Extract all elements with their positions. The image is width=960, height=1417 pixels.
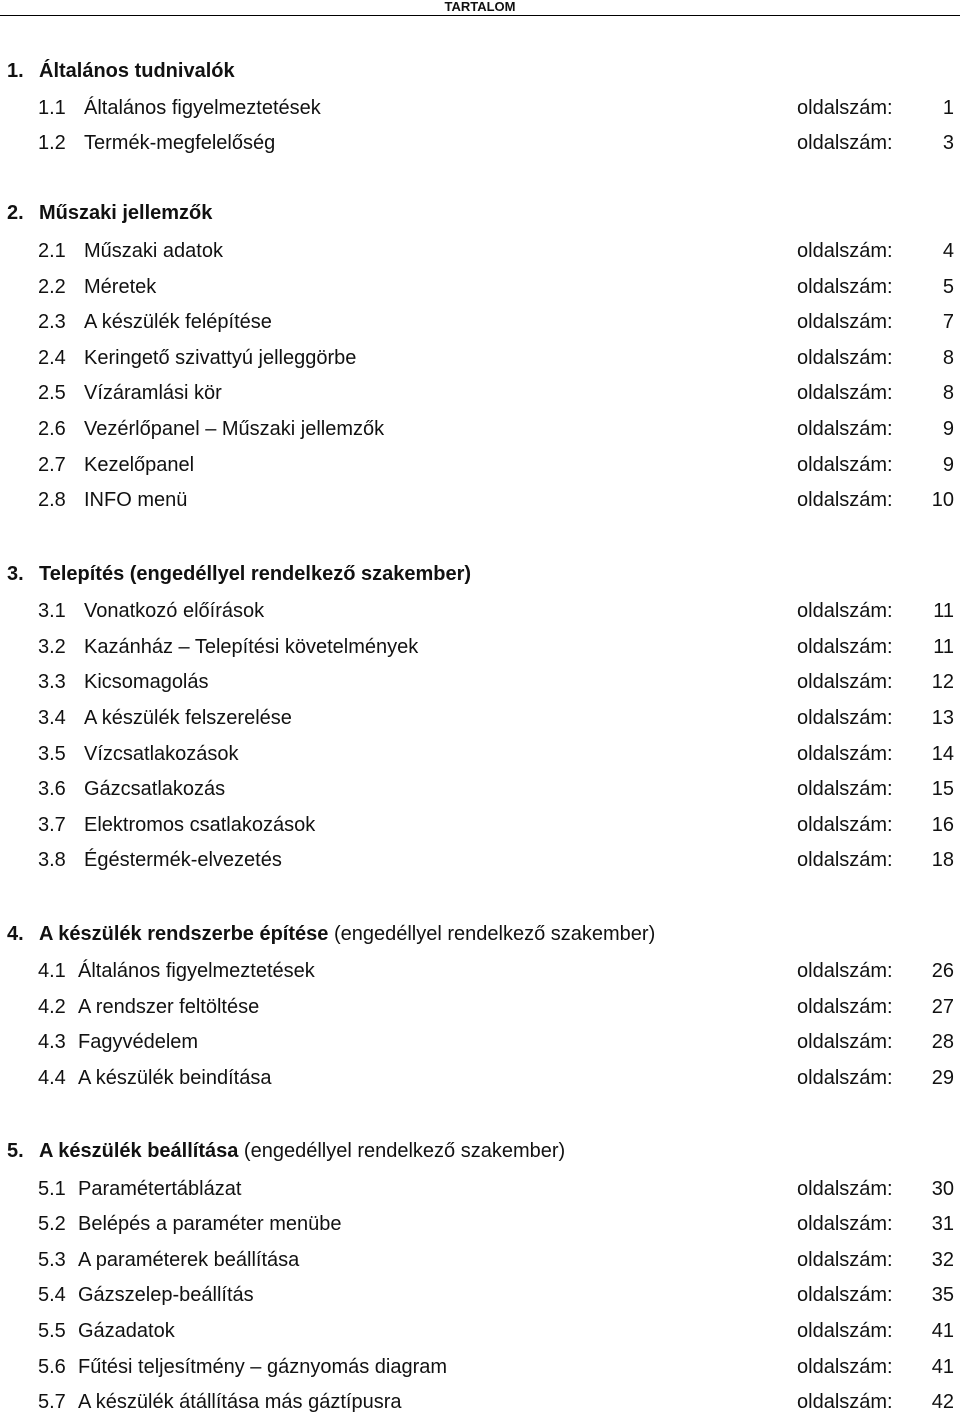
toc-entry[interactable] (0, 272, 960, 302)
entry-number: 3.5 (38, 743, 66, 765)
entry-number: 4.2 (38, 996, 66, 1018)
entry-title: Vezérlőpanel – Műszaki jellemzők (84, 418, 385, 440)
section-title-bold: A készülék rendszerbe építése (39, 923, 329, 945)
toc-section-heading (0, 198, 960, 228)
toc-entry[interactable] (0, 1027, 960, 1057)
toc-entry[interactable] (0, 992, 960, 1022)
page-label: oldalszám: (797, 132, 893, 154)
toc-entry[interactable] (0, 739, 960, 769)
entry-number: 2.2 (38, 276, 66, 298)
entry-number: 4.4 (38, 1067, 66, 1089)
page-label: oldalszám: (797, 240, 893, 262)
page-label: oldalszám: (797, 707, 893, 729)
page-label: oldalszám: (797, 1067, 893, 1089)
page-number: 28 (931, 1031, 954, 1053)
toc-entry[interactable] (0, 1063, 960, 1093)
toc-entry[interactable] (0, 414, 960, 444)
entry-title: A készülék felszerelése (84, 707, 292, 729)
toc-entry[interactable] (0, 485, 960, 515)
entry-title: Műszaki adatok (84, 240, 223, 262)
section-title (39, 919, 655, 949)
toc-entry[interactable] (0, 667, 960, 697)
toc-entry[interactable] (0, 596, 960, 626)
page-number: 42 (931, 1391, 954, 1413)
section-number: 4. (7, 923, 24, 945)
entry-number: 3.7 (38, 814, 66, 836)
entry-title: Keringető szivattyú jelleggörbe (84, 347, 357, 369)
toc-entry[interactable] (0, 93, 960, 123)
toc-entry[interactable] (0, 956, 960, 986)
toc-entry[interactable] (0, 1209, 960, 1239)
page-number: 11 (933, 600, 954, 622)
entry-number: 5.1 (38, 1178, 66, 1200)
page-label: oldalszám: (797, 1249, 893, 1271)
entry-title: Vízáramlási kör (84, 382, 222, 404)
entry-title: Fagyvédelem (78, 1031, 199, 1053)
section-title (39, 1136, 565, 1166)
page-number: 32 (931, 1249, 954, 1271)
page-number: 18 (931, 849, 954, 871)
toc-entry[interactable] (0, 703, 960, 733)
section-title-bold: A készülék beállítása (39, 1140, 239, 1162)
page-label: oldalszám: (797, 311, 893, 333)
page-number: 12 (931, 671, 954, 693)
toc-entry[interactable] (0, 1174, 960, 1204)
page-number: 16 (931, 814, 954, 836)
section-number: 3. (7, 563, 24, 585)
toc-section-heading (0, 919, 960, 949)
page-label: oldalszám: (797, 1213, 893, 1235)
page-number: 26 (931, 960, 954, 982)
entry-title: Belépés a paraméter menübe (78, 1213, 342, 1235)
entry-number: 4.1 (38, 960, 66, 982)
page-number: 10 (931, 489, 954, 511)
entry-title: Gázcsatlakozás (84, 778, 226, 800)
entry-number: 2.1 (38, 240, 66, 262)
toc-entry[interactable] (0, 236, 960, 266)
entry-number: 5.2 (38, 1213, 66, 1235)
page-number: 35 (931, 1284, 954, 1306)
page-label: oldalszám: (797, 276, 893, 298)
toc-entry[interactable] (0, 1352, 960, 1382)
section-title (39, 198, 212, 228)
entry-title: Általános figyelmeztetések (84, 97, 321, 119)
section-title (39, 559, 471, 589)
section-title-bold: Általános tudnivalók (39, 60, 235, 82)
page-label: oldalszám: (797, 1356, 893, 1378)
page-label: oldalszám: (797, 1320, 893, 1342)
page-number: 4 (942, 240, 954, 262)
page-number: 9 (942, 418, 954, 440)
section-title-rest: (engedéllyel rendelkező szakember) (238, 1140, 566, 1162)
page-number: 15 (931, 778, 954, 800)
section-title (39, 56, 235, 86)
page-number: 9 (942, 454, 954, 476)
entry-number: 5.4 (38, 1284, 66, 1306)
toc-entry[interactable] (0, 307, 960, 337)
entry-number: 2.4 (38, 347, 66, 369)
entry-title: Termék-megfelelőség (84, 132, 276, 154)
toc-entry[interactable] (0, 1280, 960, 1310)
page-number: 30 (931, 1178, 954, 1200)
page-number: 11 (933, 636, 954, 658)
entry-number: 5.6 (38, 1356, 66, 1378)
page-number: 41 (931, 1320, 954, 1342)
entry-title: Kazánház – Telepítési követelmények (84, 636, 419, 658)
page-label: oldalszám: (797, 1031, 893, 1053)
page-label: oldalszám: (797, 454, 893, 476)
toc-entry[interactable] (0, 1387, 960, 1417)
entry-number: 5.7 (38, 1391, 66, 1413)
page-number: 29 (931, 1067, 954, 1089)
page-number: 27 (931, 996, 954, 1018)
entry-title: Méretek (84, 276, 157, 298)
entry-title: Elektromos csatlakozások (84, 814, 316, 836)
entry-number: 2.8 (38, 489, 66, 511)
page-label: oldalszám: (797, 743, 893, 765)
toc-entry[interactable] (0, 450, 960, 480)
toc-entry[interactable] (0, 774, 960, 804)
toc-entry[interactable] (0, 845, 960, 875)
entry-title: Gázadatok (78, 1320, 175, 1342)
toc-entry[interactable] (0, 343, 960, 373)
entry-number: 2.7 (38, 454, 66, 476)
page-label: oldalszám: (797, 382, 893, 404)
page-label: oldalszám: (797, 418, 893, 440)
page-label: oldalszám: (797, 814, 893, 836)
page-label: oldalszám: (797, 489, 893, 511)
page-number: 31 (931, 1213, 954, 1235)
entry-title: Kicsomagolás (84, 671, 209, 693)
page-label: oldalszám: (797, 600, 893, 622)
section-title-rest: (engedéllyel rendelkező szakember) (328, 923, 656, 945)
page-label: oldalszám: (797, 97, 893, 119)
page-label: oldalszám: (797, 996, 893, 1018)
page-number: 8 (942, 347, 954, 369)
entry-title: Vízcsatlakozások (84, 743, 239, 765)
entry-title: Általános figyelmeztetések (78, 960, 315, 982)
toc-section-heading (0, 56, 960, 86)
section-number: 1. (7, 60, 24, 82)
entry-number: 3.4 (38, 707, 66, 729)
entry-number: 3.1 (38, 600, 66, 622)
page-label: oldalszám: (797, 1391, 893, 1413)
entry-title: Fűtési teljesítmény – gáznyomás diagram (78, 1356, 448, 1378)
page-label: oldalszám: (797, 636, 893, 658)
page-label: oldalszám: (797, 1178, 893, 1200)
entry-title: A rendszer feltöltése (78, 996, 260, 1018)
entry-title: Kezelőpanel (84, 454, 195, 476)
entry-number: 3.8 (38, 849, 66, 871)
entry-title: A készülék beindítása (78, 1067, 272, 1089)
page-label: oldalszám: (797, 671, 893, 693)
page-number: 3 (942, 132, 954, 154)
entry-number: 1.1 (38, 97, 66, 119)
toc-entry[interactable] (0, 378, 960, 408)
entry-title: A paraméterek beállítása (78, 1249, 300, 1271)
entry-title: Gázszelep-beállítás (78, 1284, 254, 1306)
toc-entry[interactable] (0, 1316, 960, 1346)
page-number: 13 (931, 707, 954, 729)
entry-title: INFO menü (84, 489, 188, 511)
page-number: 1 (942, 97, 954, 119)
entry-number: 1.2 (38, 132, 66, 154)
entry-number: 5.3 (38, 1249, 66, 1271)
entry-number: 4.3 (38, 1031, 66, 1053)
entry-number: 2.3 (38, 311, 66, 333)
section-number: 2. (7, 202, 24, 224)
entry-title: Vonatkozó előírások (84, 600, 265, 622)
page-number: 14 (931, 743, 954, 765)
toc-entry[interactable] (0, 632, 960, 662)
page-label: oldalszám: (797, 960, 893, 982)
page-number: 41 (931, 1356, 954, 1378)
toc-entry[interactable] (0, 810, 960, 840)
entry-title: A készülék felépítése (84, 311, 272, 333)
entry-number: 3.6 (38, 778, 66, 800)
entry-number: 2.5 (38, 382, 66, 404)
page-header-title: TARTALOM (444, 0, 516, 14)
toc-section-heading (0, 1136, 960, 1166)
page-number: 7 (942, 311, 954, 333)
entry-number: 2.6 (38, 418, 66, 440)
section-title-bold: Műszaki jellemzők (39, 202, 213, 224)
page-label: oldalszám: (797, 778, 893, 800)
entry-number: 3.3 (38, 671, 66, 693)
toc-section-heading (0, 559, 960, 589)
toc-entry[interactable] (0, 1245, 960, 1275)
page-label: oldalszám: (797, 347, 893, 369)
page-number: 8 (942, 382, 954, 404)
toc-entry[interactable] (0, 128, 960, 158)
section-title-bold: Telepítés (engedéllyel rendelkező szakember) (39, 563, 472, 585)
page-label: oldalszám: (797, 849, 893, 871)
page-number: 5 (942, 276, 954, 298)
entry-number: 3.2 (38, 636, 66, 658)
entry-title: Égéstermék-elvezetés (84, 849, 282, 871)
entry-title: A készülék átállítása más gáztípusra (78, 1391, 402, 1413)
entry-title: Paramétertáblázat (78, 1178, 242, 1200)
section-number: 5. (7, 1140, 24, 1162)
page-label: oldalszám: (797, 1284, 893, 1306)
entry-number: 5.5 (38, 1320, 66, 1342)
